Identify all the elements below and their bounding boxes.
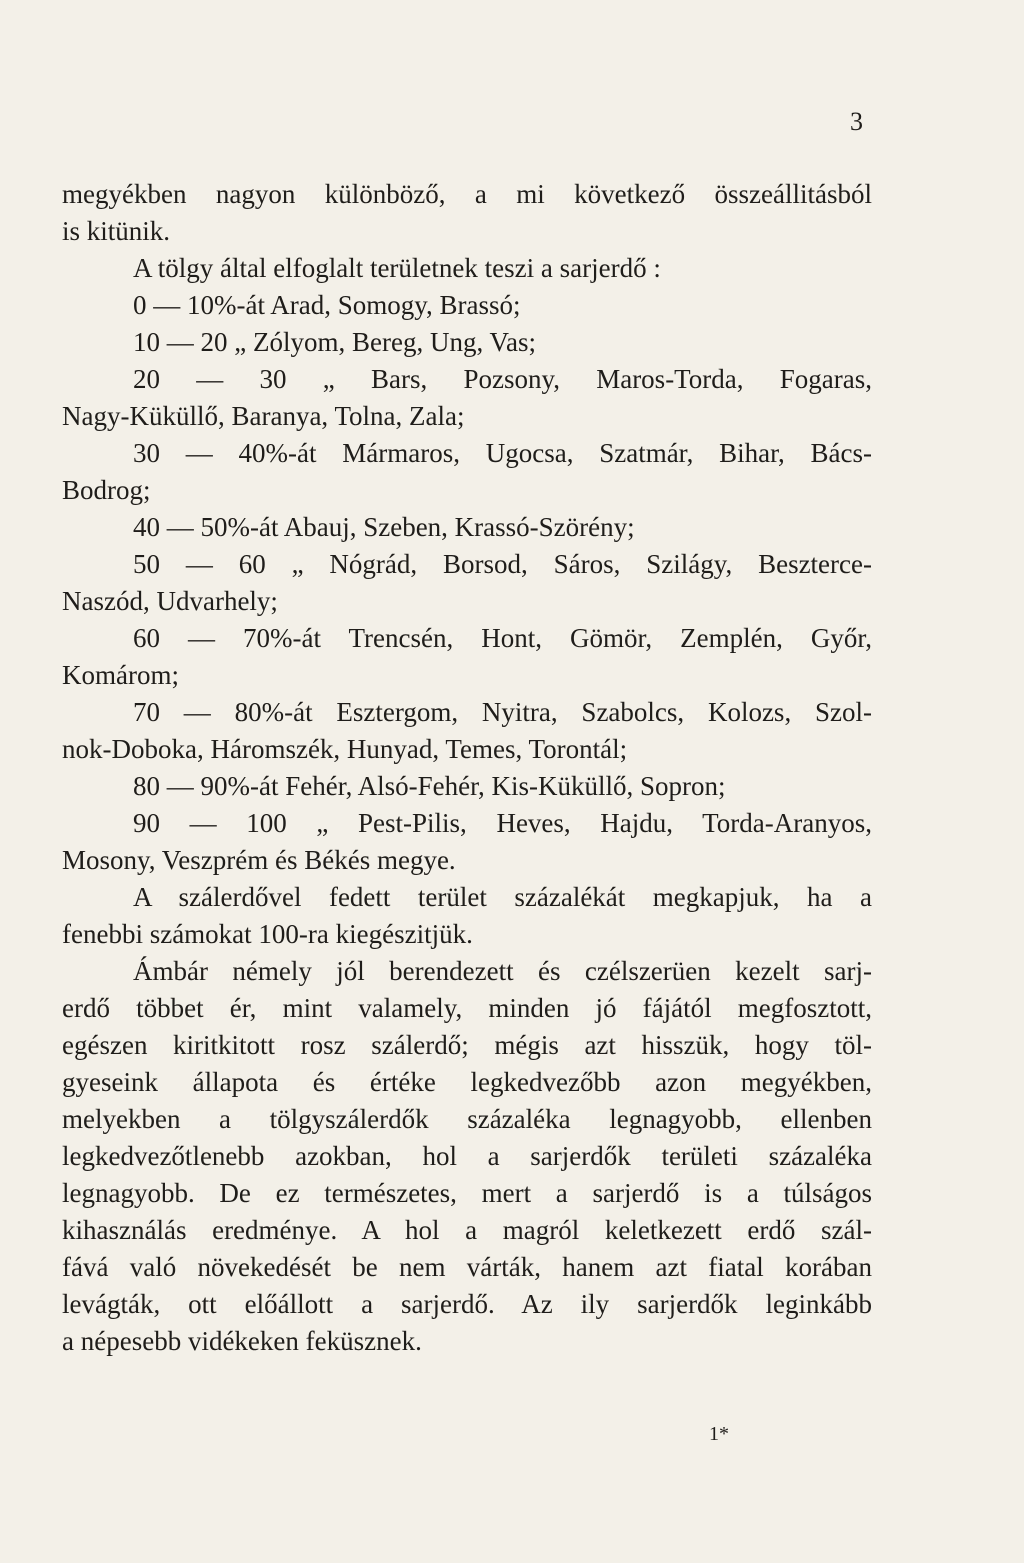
text-line-23: erdő többet ér, mint valamely, minden jó fájától megfosztott, xyxy=(62,993,872,1023)
text-line-28: legnagyobb. De ez természetes, mert a sarjerdő is a túlságos xyxy=(62,1178,872,1208)
text-line-18: 90 — 100 „ Pest-Pilis, Heves, Hajdu, Torda-Aranyos, xyxy=(133,808,872,838)
text-line-15: 70 — 80%-át Esztergom, Nyitra, Szabolcs, Kolozs, Szol- xyxy=(133,697,872,727)
text-line-6: 20 — 30 „ Bars, Pozsony, Maros-Torda, Fogaras, xyxy=(133,364,872,394)
text-line-7: Nagy-Küküllő, Baranya, Tolna, Zala; xyxy=(62,401,465,431)
text-line-25: gyeseink állapota és értéke legkedvezőbb azon megyékben, xyxy=(62,1067,872,1097)
text-line-32: a népesebb vidékeken feküsznek. xyxy=(62,1326,422,1356)
text-line-1: megyékben nagyon különböző, a mi következő összeállitásból xyxy=(62,179,872,209)
text-line-12: Naszód, Udvarhely; xyxy=(62,586,278,616)
text-line-27: legkedvezőtlenebb azokban, hol a sarjerdők területi százaléka xyxy=(62,1141,872,1171)
page-number: 3 xyxy=(850,107,863,136)
text-line-14: Komárom; xyxy=(62,660,179,690)
text-line-31: levágták, ott előállott a sarjerdő. Az ily sarjerdők leginkább xyxy=(62,1289,872,1319)
text-line-9: Bodrog; xyxy=(62,475,151,505)
text-line-21: fenebbi számokat 100-ra kiegészitjük. xyxy=(62,919,473,949)
signature-mark: 1* xyxy=(709,1423,729,1445)
text-line-8: 30 — 40%-át Mármaros, Ugocsa, Szatmár, Bihar, Bács- xyxy=(133,438,872,468)
text-line-24: egészen kiritkitott rosz szálerdő; mégis azt hisszük, hogy töl- xyxy=(62,1030,872,1060)
text-line-2: is kitünik. xyxy=(62,216,171,246)
text-line-10: 40 — 50%-át Abauj, Szeben, Krassó-Szörény; xyxy=(133,512,635,542)
text-line-20: A szálerdővel fedett terület százalékát megkapjuk, ha a xyxy=(133,882,872,912)
text-line-4: 0 — 10%-át Arad, Somogy, Brassó; xyxy=(133,290,521,320)
text-line-5: 10 — 20 „ Zólyom, Bereg, Ung, Vas; xyxy=(133,327,536,357)
text-line-13: 60 — 70%-át Trencsén, Hont, Gömör, Zemplén, Győr, xyxy=(133,623,872,653)
text-line-16: nok-Doboka, Háromszék, Hunyad, Temes, Torontál; xyxy=(62,734,628,764)
text-line-26: melyekben a tölgyszálerdők százaléka legnagyobb, ellenben xyxy=(62,1104,872,1134)
text-line-3: A tölgy által elfoglalt területnek teszi a sarjerdő : xyxy=(133,253,661,283)
text-line-22: Ámbár némely jól berendezett és czélszerüen kezelt sarj- xyxy=(133,956,872,986)
text-line-11: 50 — 60 „ Nógrád, Borsod, Sáros, Szilágy, Beszterce- xyxy=(133,549,872,579)
text-line-29: kihasználás eredménye. A hol a magról keletkezett erdő szál- xyxy=(62,1215,872,1245)
text-line-17: 80 — 90%-át Fehér, Alsó-Fehér, Kis-Küküllő, Sopron; xyxy=(133,771,726,801)
text-line-30: fává való növekedését be nem várták, hanem azt fiatal korában xyxy=(62,1252,872,1282)
text-line-19: Mosony, Veszprém és Békés megye. xyxy=(62,845,456,875)
